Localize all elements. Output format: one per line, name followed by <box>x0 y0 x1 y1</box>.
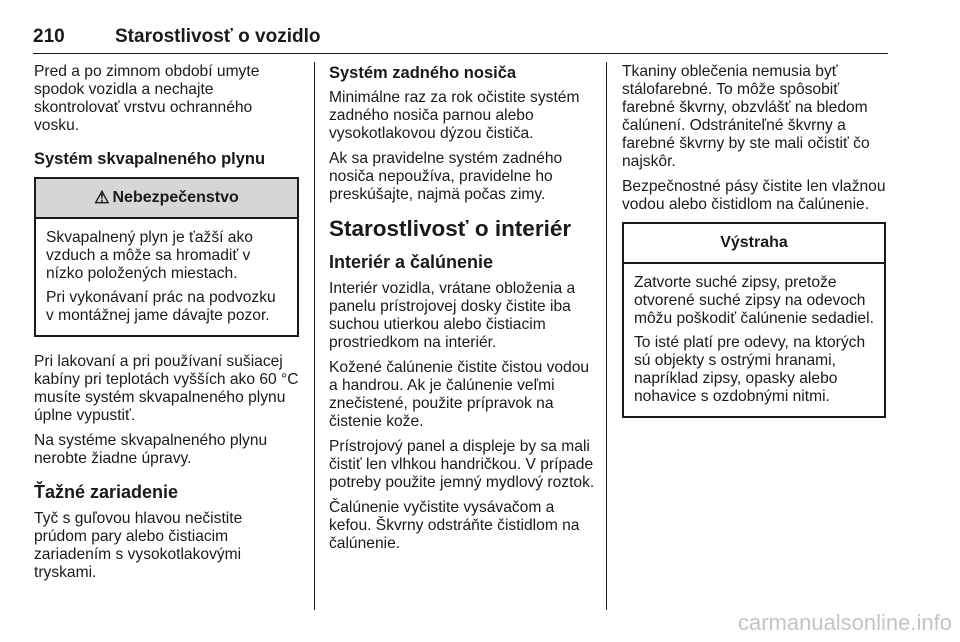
section-heading-rear-carrier: Systém zadného nosiča <box>329 64 517 82</box>
paragraph: Ak sa pravidelne systém zadného nosiča nepoužíva, pravidelne ho preskúšajte, najmä počas zimy. <box>329 150 563 203</box>
caution-box-header <box>624 224 884 264</box>
column-divider-2 <box>606 62 607 610</box>
caution-paragraph: To isté platí pre odevy, na ktorých sú objekty s ostrými hranami, napríklad zipsy, opasky alebo nohavice s ozdobnými nitmi. <box>634 334 866 405</box>
paragraph: Bezpečnostné pásy čistite len vlažnou vodou alebo čistidlom na čalúnenie. <box>622 178 886 213</box>
danger-box-header <box>36 179 297 219</box>
danger-paragraph: Skvapalnený plyn je ťažší ako vzduch a môže sa hromadiť v nízko položených miestach. <box>46 229 253 282</box>
paragraph: Pri lakovaní a pri používaní sušiacej kabíny pri teplotách vyšších ako 60 °C musíte systém skvapalneného plynu úplne vypustiť. <box>34 353 299 424</box>
section-heading-upholstery: Interiér a čalúnenie <box>329 252 494 272</box>
paragraph: Na systéme skvapalneného plynu nerobte žiadne úpravy. <box>34 432 268 467</box>
paragraph: Pred a po zimnom období umyte spodok vozidla a nechajte skontrolovať vrstvu ochranného vosku. <box>34 63 260 134</box>
section-heading-lpg: Systém skvapalneného plynu <box>34 150 266 168</box>
paragraph: Prístrojový panel a displeje by sa mali čistiť len vlhkou handričkou. V prípade potreby použite jemný mydlový roztok. <box>329 438 595 491</box>
paragraph: Minimálne raz za rok očistite systém zadného nosiča parnou alebo vysokotlakovou dýzou čističa. <box>329 89 580 142</box>
column-divider-1 <box>314 62 315 610</box>
paragraph: Tkaniny oblečenia nemusia byť stálofarebné. To môže spôsobiť farebné škvrny, obzvlášť na bledom čalúnení. Odstrániteľné škvrny a farebné škvrny by ste mali očistiť čo najskôr. <box>622 63 870 170</box>
paragraph: Interiér vozidla, vrátane obloženia a panelu prístrojovej dosky čistite iba suchou utierkou alebo čistiacim prostriedkom na interiér. <box>329 280 576 351</box>
column-2 <box>329 63 595 560</box>
section-heading-towing: Ťažné zariadenie <box>34 482 179 502</box>
page-number: 210 <box>33 26 65 47</box>
paragraph: Čalúnenie vyčistite vysávačom a kefou. Škvrny odstráňte čistidlom na čalúnenie. <box>329 499 580 552</box>
column-3 <box>622 63 886 434</box>
column-1 <box>34 63 299 589</box>
danger-paragraph: Pri vykonávaní prác na podvozku v montážnej jame dávajte pozor. <box>46 289 276 324</box>
caution-box <box>622 222 886 418</box>
caution-box-body <box>624 264 884 416</box>
warning-triangle-icon: ⚠ <box>94 188 110 207</box>
chapter-heading-interior: Starostlivosť o interiér <box>329 216 572 241</box>
danger-box <box>34 177 299 337</box>
paragraph: Tyč s guľovou hlavou nečistite prúdom pary alebo čistiacim zariadením s vysokotlakovými tryskami. <box>34 510 243 581</box>
page-title: Starostlivosť o vozidlo <box>115 26 321 47</box>
paragraph: Kožené čalúnenie čistite čistou vodou a handrou. Ak je čalúnenie veľmi znečistené, použite prípravok na čistenie kože. <box>329 359 590 430</box>
danger-box-body <box>36 219 297 335</box>
watermark: carmanualsonline.info <box>737 610 952 635</box>
caution-paragraph: Zatvorte suché zipsy, pretože otvorené suché zipsy na odevoch môžu poškodiť čalúnenie sedadiel. <box>634 274 874 327</box>
danger-box-title: Nebezpečenstvo <box>112 189 239 206</box>
caution-box-title: Výstraha <box>720 234 788 251</box>
page-header <box>33 26 888 52</box>
header-rule <box>33 53 888 54</box>
